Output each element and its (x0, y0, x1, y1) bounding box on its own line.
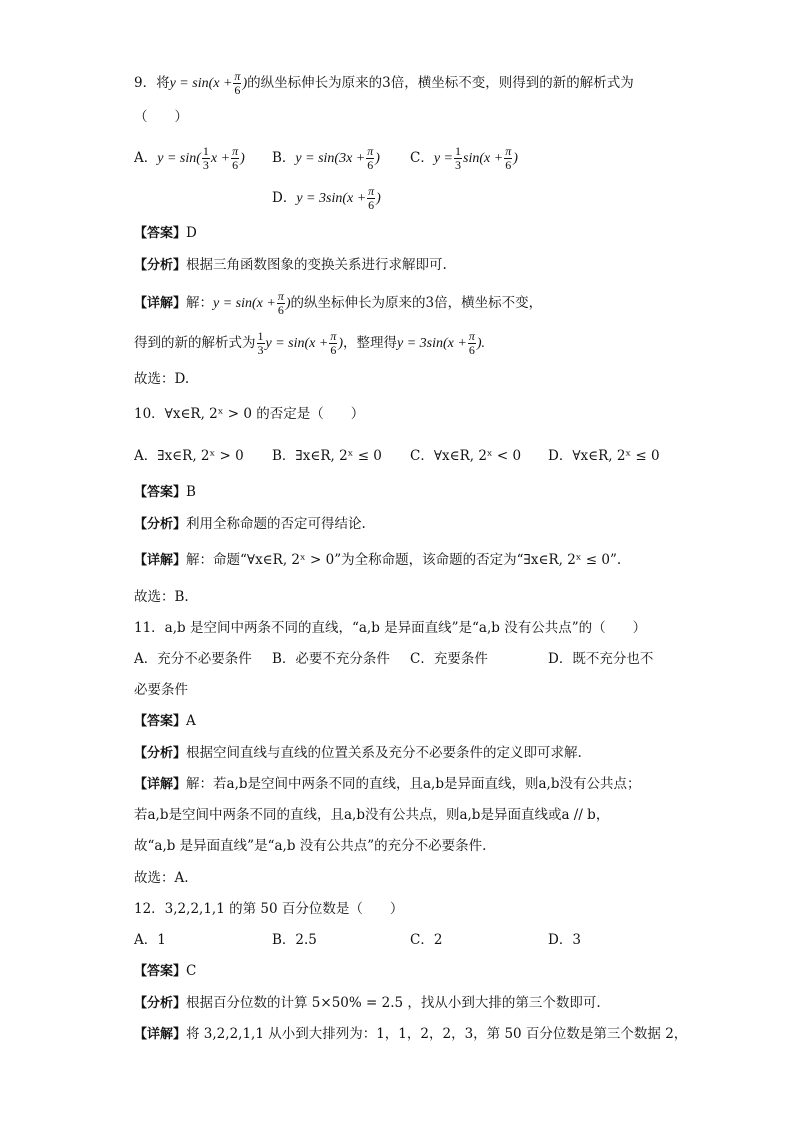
q11-conclusion: 故选：A. (134, 870, 189, 886)
q10-option-a: A．∃x∈R, 2ˣ > 0 (134, 448, 244, 464)
q12-analysis: 【分析】根据百分位数的计算 5×50% = 2.5 ，找从小到大排的第三个数即可. (134, 995, 601, 1011)
q9-option-a: A．y = sin( $\frac{1}{3}$ x + $\frac{\pi}{6}$ ) (134, 144, 245, 172)
q9-number: 9．将 (134, 75, 170, 91)
q12-answer: 【答案】C (134, 963, 197, 979)
q9-analysis: 【分析】根据三角函数图象的变换关系进行求解即可. (134, 257, 447, 273)
q12-stem: 12．3,2,2,1,1 的第 50 百分位数是（ ） (134, 901, 404, 917)
q11-detail-2: 若a,b是空间中两条不同的直线，且a,b没有公共点，则a,b是异面直线或a // b， (134, 807, 610, 823)
q10-conclusion: 故选：B. (134, 589, 189, 605)
q12-option-d: D．3 (548, 932, 581, 948)
q11-analysis: 【分析】根据空间直线与直线的位置关系及充分不必要条件的定义即可求解. (134, 745, 582, 761)
q9-answer: 【答案】D (134, 225, 197, 241)
q11-option-c: C．充要条件 (410, 651, 488, 667)
q12-option-b: B．2.5 (272, 932, 317, 948)
q11-stem: 11．a,b 是空间中两条不同的直线，“a,b 是异面直线”是“a,b 没有公共点”的（ ） (134, 620, 647, 636)
q11-answer: 【答案】A (134, 713, 196, 729)
q9-option-d: D．y = 3sin(x + $\frac{\pi}{6}$ ) (272, 184, 381, 212)
q10-option-d: D．∀x∈R, 2ˣ ≤ 0 (548, 448, 660, 464)
q11-detail-3: 故“a,b 是异面直线”是“a,b 没有公共点”的充分不必要条件. (134, 838, 487, 854)
q10-stem: 10．∀x∈R, 2ˣ > 0 的否定是（ ） (134, 406, 365, 422)
q10-analysis: 【分析】利用全称命题的否定可得结论. (134, 516, 366, 532)
q10-detail: 【详解】解：命题“∀x∈R, 2ˣ > 0”为全称命题，该命题的否定为“∃x∈R, 2ˣ ≤ 0”. (134, 552, 622, 568)
q9-conclusion: 故选：D. (134, 371, 190, 387)
q9-detail-2: 得到的新的解析式为 $\frac{1}{3}$ y = sin(x + $\frac{\pi}{6}$ )，整理得y = 3sin(x + $\frac{\pi}{6}$ ). (134, 329, 486, 357)
q10-option-b: B．∃x∈R, 2ˣ ≤ 0 (272, 448, 382, 464)
q9-option-c: C．y = $\frac{1}{3}$ sin(x + $\frac{\pi}{6}$ ) (410, 144, 518, 172)
q12-option-c: C．2 (410, 932, 443, 948)
q11-option-d: D．既不充分也不 (548, 651, 654, 667)
q9-blank: （ ） (134, 109, 188, 125)
q11-option-b: B．必要不充分条件 (272, 651, 390, 667)
q10-answer: 【答案】B (134, 484, 196, 500)
q11-detail-1: 【详解】解：若a,b是空间中两条不同的直线，且a,b是异面直线，则a,b没有公共点； (134, 776, 641, 792)
q12-detail: 【详解】将 3,2,2,1,1 从小到大排列为：1，1，2，2，3，第 50 百分位数是第三个数据 2， (134, 1026, 688, 1042)
fraction: $\frac{\pi}{6}$ (234, 69, 241, 97)
q11-option-a: A．充分不必要条件 (134, 651, 252, 667)
q12-option-a: A．1 (134, 932, 166, 948)
q9-stem: 9．将y = sin(x + $\frac{\pi}{6}$ )的纵坐标伸长为原来的3倍，横坐标不变，则得到的新的解析式为 (134, 69, 634, 97)
q10-option-c: C．∀x∈R, 2ˣ < 0 (410, 448, 522, 464)
q9-detail-1: 【详解】解：y = sin(x + $\frac{\pi}{6}$ )的纵坐标伸长为原来的3倍，横坐标不变， (134, 289, 543, 317)
q11-option-d-cont: 必要条件 (134, 682, 188, 698)
q9-option-b: B．y = sin(3x + $\frac{\pi}{6}$ ) (272, 144, 380, 172)
